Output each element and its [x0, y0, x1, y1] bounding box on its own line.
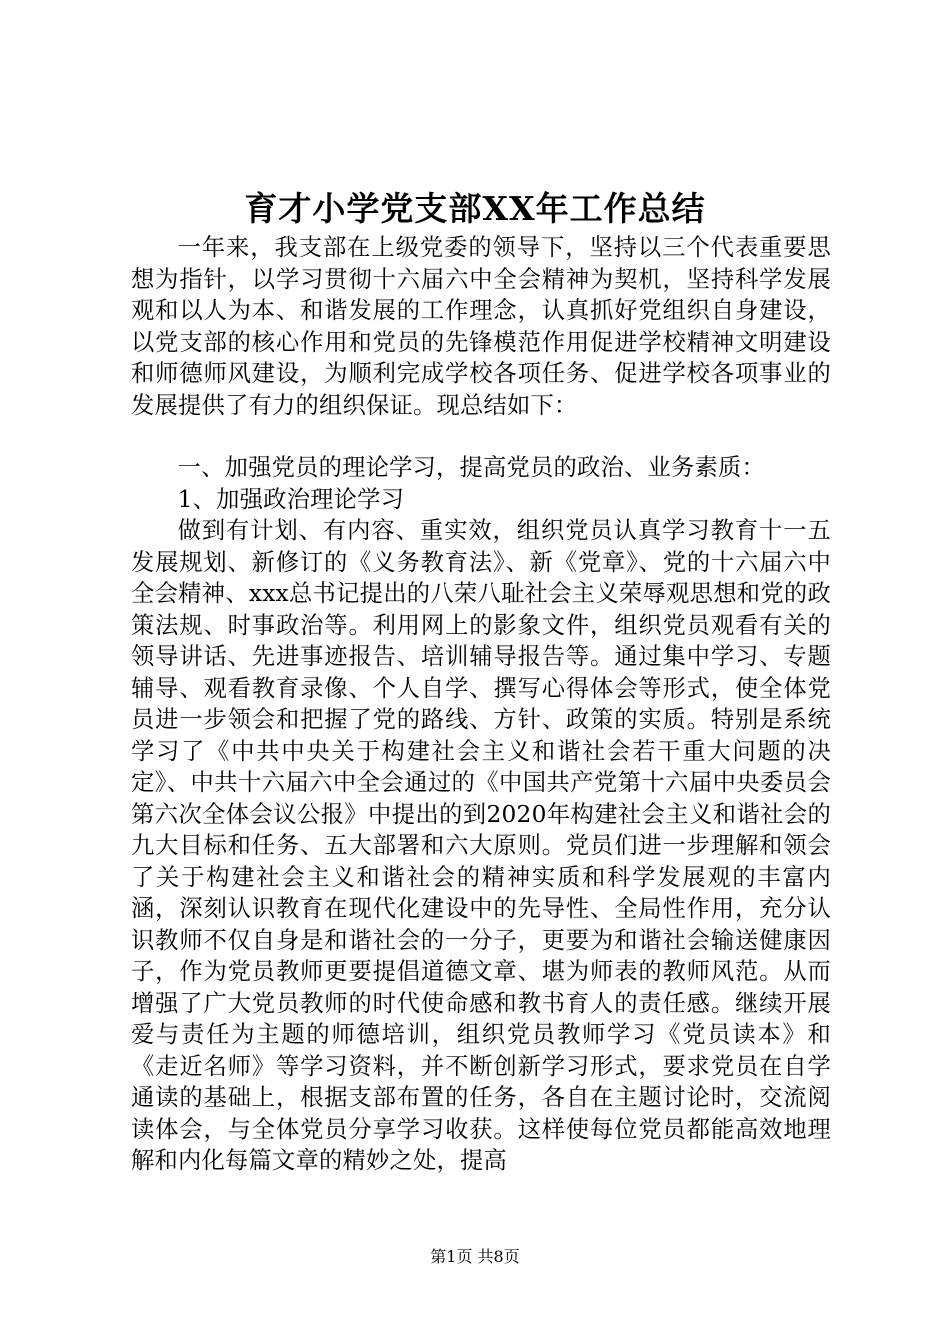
section-heading: 一、加强党员的理论学习，提高党员的政治、业务素质： [177, 454, 766, 481]
subsection-heading: 1、加强政治理论学习 [177, 485, 405, 513]
document-body [131, 232, 831, 1177]
intro-paragraph: 一年来，我支部在上级党委的领导下，坚持以三个代表重要思想为指针，以学习贯彻十六届六中全会精神为契机，坚持科学发展观和以人为本、和谐发展的工作理念，认真抓好党组织自身建设，以党支部的核心作用和党员的先锋模范作用促进学校精神文明建设和师德师风建设，为顺利完成学校各项任务、促进学校各项事业的发展提供了有力的组织保证。现总结如下： [131, 234, 831, 419]
body-paragraph: 做到有计划、有内容、重实效，组织党员认真学习教育十一五发展规划、新修订的《义务教育法》、新《党章》、党的十六届六中全会精神、xxx总书记提出的八荣八耻社会主义荣辱观思想和党的政策法规、时事政治等。利用网上的影象文件，组织党员观看有关的领导讲话、先进事迹报告、培训辅导报告等。通过集中学习、专题辅导、观看教育录像、个人自学、撰写心得体会等形式，使全体党员进一步领会和把握了党的路线、方针、政策的实质。特别是系统学习了《中共中央关于构建社会主义和谐社会若干重大问题的决定》、中共十六届六中全会通过的《中国共产党第十六届中央委员会第六次全体会议公报》中提出的到2020年构建社会主义和谐社会的九大目标和任务、五大部署和六大原则。党员们进一步理解和领会了关于构建社会主义和谐社会的精神实质和科学发展观的丰富内涵，深刻认识教育在现代化建设中的先导性、全局性作用，充分认识教师不仅自身是和谐社会的一分子，更要为和谐社会输送健康因子，作为党员教师更要提倡道德文章、堪为师表的教师风范。从而增强了广大党员教师的时代使命感和教书育人的责任感。继续开展爱与责任为主题的师德培训，组织党员教师学习《党员读本》和《走近名师》等学习资料，并不断创新学习形式，要求党员在自学通读的基础上，根据支部布置的任务，各自在主题讨论时，交流阅读体会，与全体党员分享学习收获。这样使每位党员都能高效地理解和内化每篇文章的精妙之处，提高 [131, 517, 831, 1174]
document-title: 育才小学党支部XX年工作总结 [244, 189, 706, 228]
page-footer: 第1页 共8页 [430, 1247, 520, 1266]
